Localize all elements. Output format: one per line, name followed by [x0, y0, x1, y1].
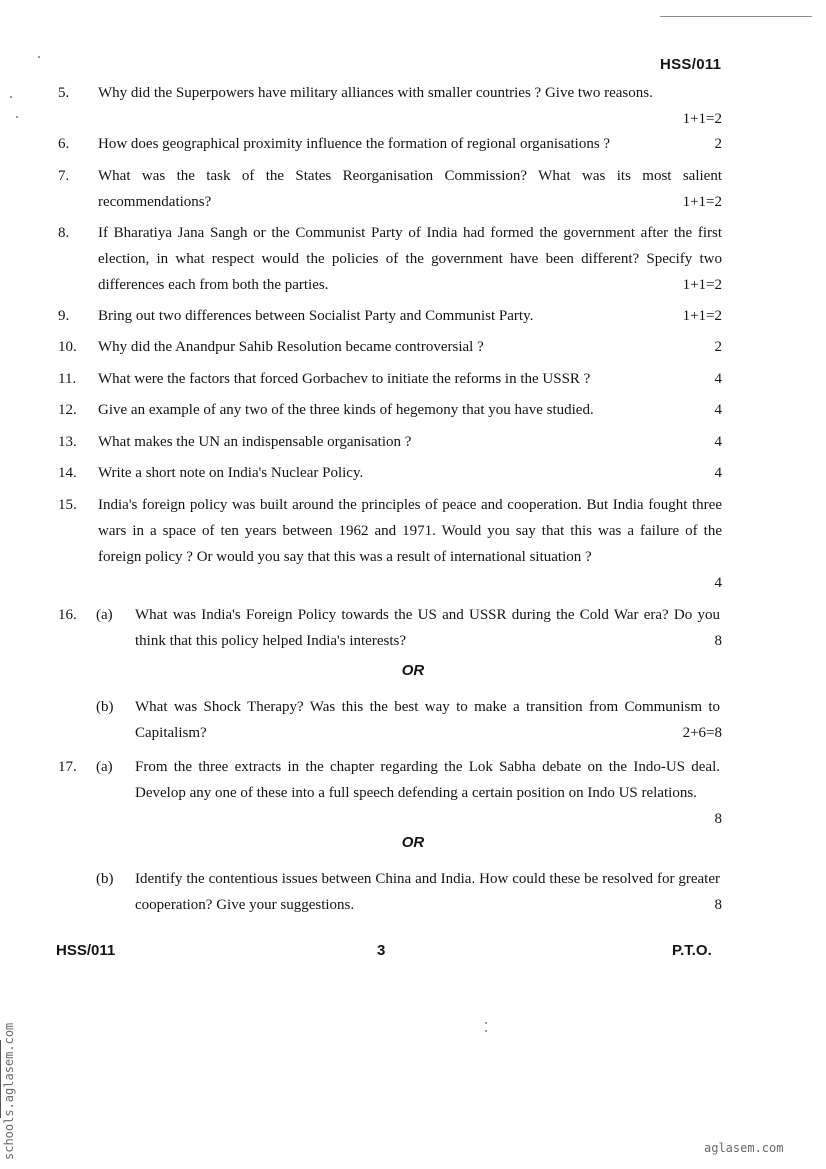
question-marks: 8 [714, 633, 722, 649]
question-marks: 4 [714, 575, 722, 591]
question-marks: 4 [714, 402, 722, 418]
question-marks: 2 [714, 339, 722, 355]
sub-question-label: (a) [96, 607, 113, 623]
top-rule [660, 16, 812, 17]
margin-rule [0, 1040, 1, 1118]
question-16b [0, 694, 826, 746]
question-number: 13. [58, 434, 77, 450]
question-marks: 1+1=2 [682, 277, 722, 293]
question-text: From the three extracts in the chapter regarding the Lok Sabha debate on the Indo-US deal. Develop any one of these into a full speech defending a certain position on Indo US relations. [135, 759, 720, 801]
question-marks: 1+1=2 [682, 194, 722, 210]
question-marks: 1+1=2 [682, 308, 722, 324]
question-number: 9. [58, 308, 70, 324]
question-8 [0, 220, 826, 298]
question-text: Why did the Superpowers have military alliances with smaller countries ? Give two reasons. [98, 85, 653, 101]
scan-speck [38, 56, 40, 58]
question-13 [0, 429, 826, 455]
question-9 [0, 303, 826, 329]
question-number: 8. [58, 225, 70, 241]
question-number: 15. [58, 497, 77, 513]
footer-paper-code: HSS/011 [56, 942, 116, 959]
sub-question-label: (b) [96, 871, 114, 887]
or-separator: OR [401, 662, 425, 679]
bottom-watermark: aglasem.com [704, 1141, 784, 1155]
question-15 [0, 492, 826, 596]
question-text: What were the factors that forced Gorbachev to initiate the reforms in the USSR ? [98, 371, 591, 387]
question-marks: 1+1=2 [682, 111, 722, 127]
scan-speck [485, 1030, 487, 1032]
scan-speck [16, 116, 18, 118]
question-number: 10. [58, 339, 77, 355]
question-7 [0, 163, 826, 215]
question-6 [0, 131, 826, 157]
scan-speck [10, 96, 12, 98]
question-marks: 8 [714, 897, 722, 913]
question-text: Why did the Anandpur Sahib Resolution became controversial ? [98, 339, 484, 355]
question-text: Identify the contentious issues between China and India. How could these be resolved for greater cooperation? Give your suggestions. [135, 871, 720, 913]
question-number: 16. [58, 607, 77, 623]
sub-question-label: (a) [96, 759, 113, 775]
sub-question-label: (b) [96, 699, 114, 715]
question-number: 12. [58, 402, 77, 418]
side-watermark: schools.aglasem.com [2, 1022, 16, 1160]
question-12 [0, 397, 826, 423]
question-text: What was India's Foreign Policy towards the US and USSR during the Cold War era? Do you think that this policy helped India's interests? [135, 607, 720, 649]
question-10 [0, 334, 826, 360]
scan-speck [485, 1022, 487, 1024]
paper-code-header: HSS/011 [660, 56, 722, 73]
question-number: 7. [58, 168, 70, 184]
question-14 [0, 460, 826, 486]
question-text: If Bharatiya Jana Sangh or the Communist Party of India had formed the government after the first election, in what respect would the policies of the government have been different? Specify two differences each from both the parties. [98, 225, 722, 293]
question-number: 17. [58, 759, 77, 775]
question-marks: 4 [714, 371, 722, 387]
question-text: Give an example of any two of the three kinds of hegemony that you have studied. [98, 402, 594, 418]
question-marks: 8 [714, 811, 722, 827]
pto-label: P.T.O. [672, 942, 712, 959]
page-number: 3 [377, 942, 386, 959]
question-number: 14. [58, 465, 77, 481]
question-text: How does geographical proximity influence the formation of regional organisations ? [98, 136, 611, 152]
question-marks: 4 [714, 465, 722, 481]
question-number: 11. [58, 371, 77, 387]
question-text: What makes the UN an indispensable organisation ? [98, 434, 412, 450]
question-11 [0, 366, 826, 392]
question-text: What was Shock Therapy? Was this the best way to make a transition from Communism to Capitalism? [135, 699, 720, 741]
question-marks: 4 [714, 434, 722, 450]
question-17a [0, 754, 826, 832]
question-text: India's foreign policy was built around the principles of peace and cooperation. But India fought three wars in a space of ten years between 1962 and 1971. Would you say that this was a failure of the foreign policy ? Or would you say that this was a result of international situation ? [98, 497, 722, 565]
question-number: 6. [58, 136, 70, 152]
question-number: 5. [58, 85, 70, 101]
question-17b [0, 866, 826, 918]
question-text: Write a short note on India's Nuclear Policy. [98, 465, 364, 481]
question-text: Bring out two differences between Socialist Party and Communist Party. [98, 308, 534, 324]
question-marks: 2 [714, 136, 722, 152]
or-separator: OR [401, 834, 425, 851]
question-16a [0, 602, 826, 654]
question-text: What was the task of the States Reorganisation Commission? What was its most salient recommendations? [98, 168, 722, 210]
question-marks: 2+6=8 [682, 725, 722, 741]
question-5 [0, 80, 826, 132]
